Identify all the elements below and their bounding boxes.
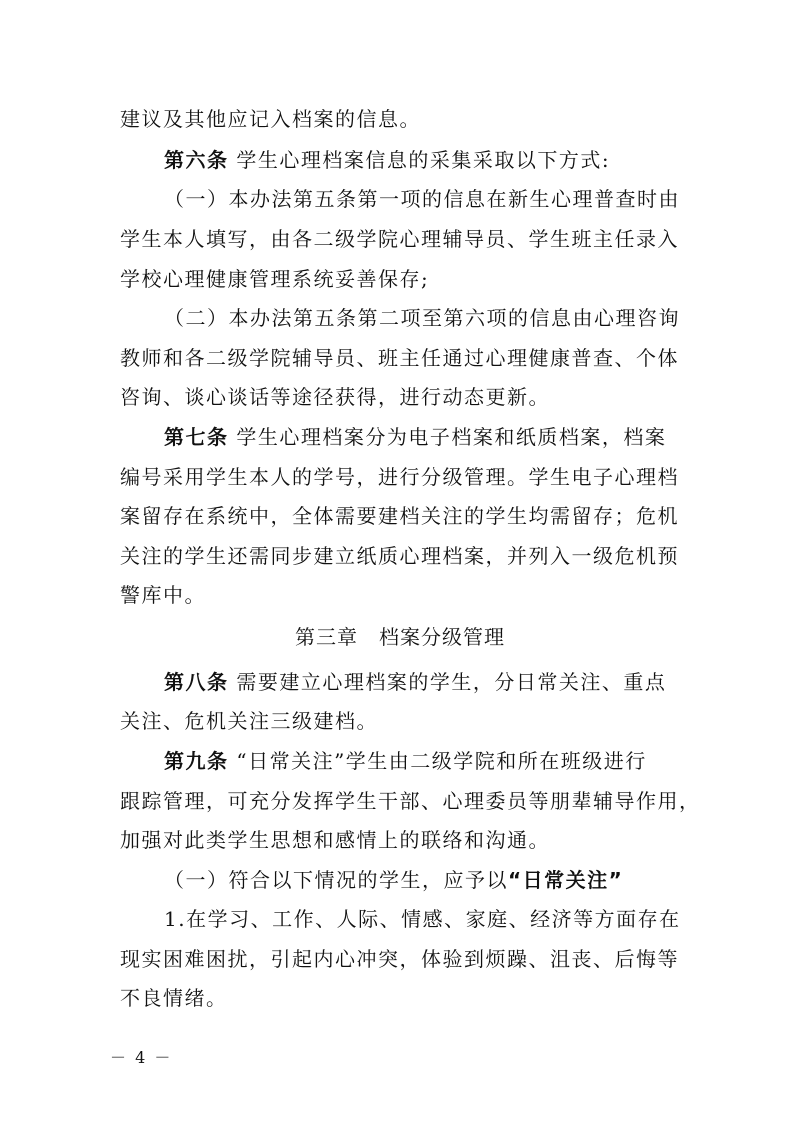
paragraph-line bbox=[164, 904, 680, 934]
paragraph-line bbox=[120, 104, 680, 134]
line-text: 警库中。 bbox=[120, 583, 206, 607]
line-text: 学生本人填写，由各二级学院心理辅导员、学生班主任录入 bbox=[120, 227, 679, 251]
line-text: （二）本办法第五条第二项至第六项的信息由心理咨询 bbox=[164, 306, 680, 330]
line-text: 学校心理健康管理系统妥善保存; bbox=[120, 267, 430, 291]
line-text: 不良情绪。 bbox=[120, 986, 228, 1010]
line-text: 学生心理档案分为电子档案和纸质档案，档案 bbox=[228, 425, 667, 449]
paragraph-line bbox=[120, 825, 680, 855]
article-7-line bbox=[164, 422, 680, 452]
line-text: 编号采用学生本人的学号，进行分级管理。学生电子心理档 bbox=[120, 465, 679, 489]
paragraph-line bbox=[164, 865, 680, 895]
paragraph-line bbox=[120, 944, 680, 974]
article-label: 第九条 bbox=[164, 749, 229, 773]
article-6-line bbox=[164, 145, 680, 175]
line-text: 现实困难困扰，引起内心冲突，体验到烦躁、沮丧、后悔等 bbox=[120, 947, 679, 971]
paragraph-line bbox=[120, 264, 680, 294]
line-text: 关注、危机关注三级建档。 bbox=[120, 709, 378, 733]
paragraph-line bbox=[120, 983, 680, 1013]
article-label: 第七条 bbox=[164, 425, 229, 449]
paragraph-line bbox=[120, 786, 701, 816]
paragraph-line bbox=[120, 343, 680, 373]
article-label: 第八条 bbox=[164, 670, 229, 694]
article-8-line bbox=[164, 667, 680, 697]
paragraph-line bbox=[120, 706, 680, 736]
line-text: 加强对此类学生思想和感情上的联络和沟通。 bbox=[120, 828, 550, 852]
paragraph-line bbox=[120, 501, 680, 531]
paragraph-line bbox=[120, 462, 680, 492]
emphasis-text: “日常关注” bbox=[508, 868, 624, 892]
line-text: 教师和各二级学院辅导员、班主任通过心理健康普查、个体 bbox=[120, 346, 679, 370]
paragraph-line bbox=[120, 580, 680, 610]
line-text: “日常关注”学生由二级学院和所在班级进行 bbox=[228, 749, 647, 773]
article-9-line bbox=[164, 746, 680, 776]
line-text: （一）本办法第五条第一项的信息在新生心理普查时由 bbox=[164, 187, 680, 211]
paragraph-line bbox=[120, 224, 680, 254]
line-text: 案留存在系统中，全体需要建档关注的学生均需留存；危机 bbox=[120, 504, 679, 528]
paragraph-line bbox=[120, 382, 680, 412]
chapter-heading: 第三章 档案分级管理 bbox=[295, 625, 505, 649]
paragraph-line bbox=[120, 541, 680, 571]
page-number: － 4 － bbox=[110, 1048, 173, 1067]
line-text: 1.在学习、工作、人际、情感、家庭、经济等方面存在 bbox=[164, 907, 681, 931]
line-text: 关注的学生还需同步建立纸质心理档案，并列入一级危机预 bbox=[120, 544, 679, 568]
line-text: （一）符合以下情况的学生，应予以 bbox=[164, 868, 508, 892]
line-text: 咨询、谈心谈话等途径获得，进行动态更新。 bbox=[120, 385, 550, 409]
article-label: 第六条 bbox=[164, 148, 229, 172]
line-text: 学生心理档案信息的采集采取以下方式: bbox=[228, 148, 611, 172]
line-text: 跟踪管理，可充分发挥学生干部、心理委员等朋辈辅导作用， bbox=[120, 789, 701, 813]
line-text: 建议及其他应记入档案的信息。 bbox=[120, 107, 421, 131]
paragraph-line bbox=[164, 184, 680, 214]
paragraph-line bbox=[164, 303, 680, 333]
line-text: 需要建立心理档案的学生，分日常关注、重点 bbox=[228, 670, 667, 694]
